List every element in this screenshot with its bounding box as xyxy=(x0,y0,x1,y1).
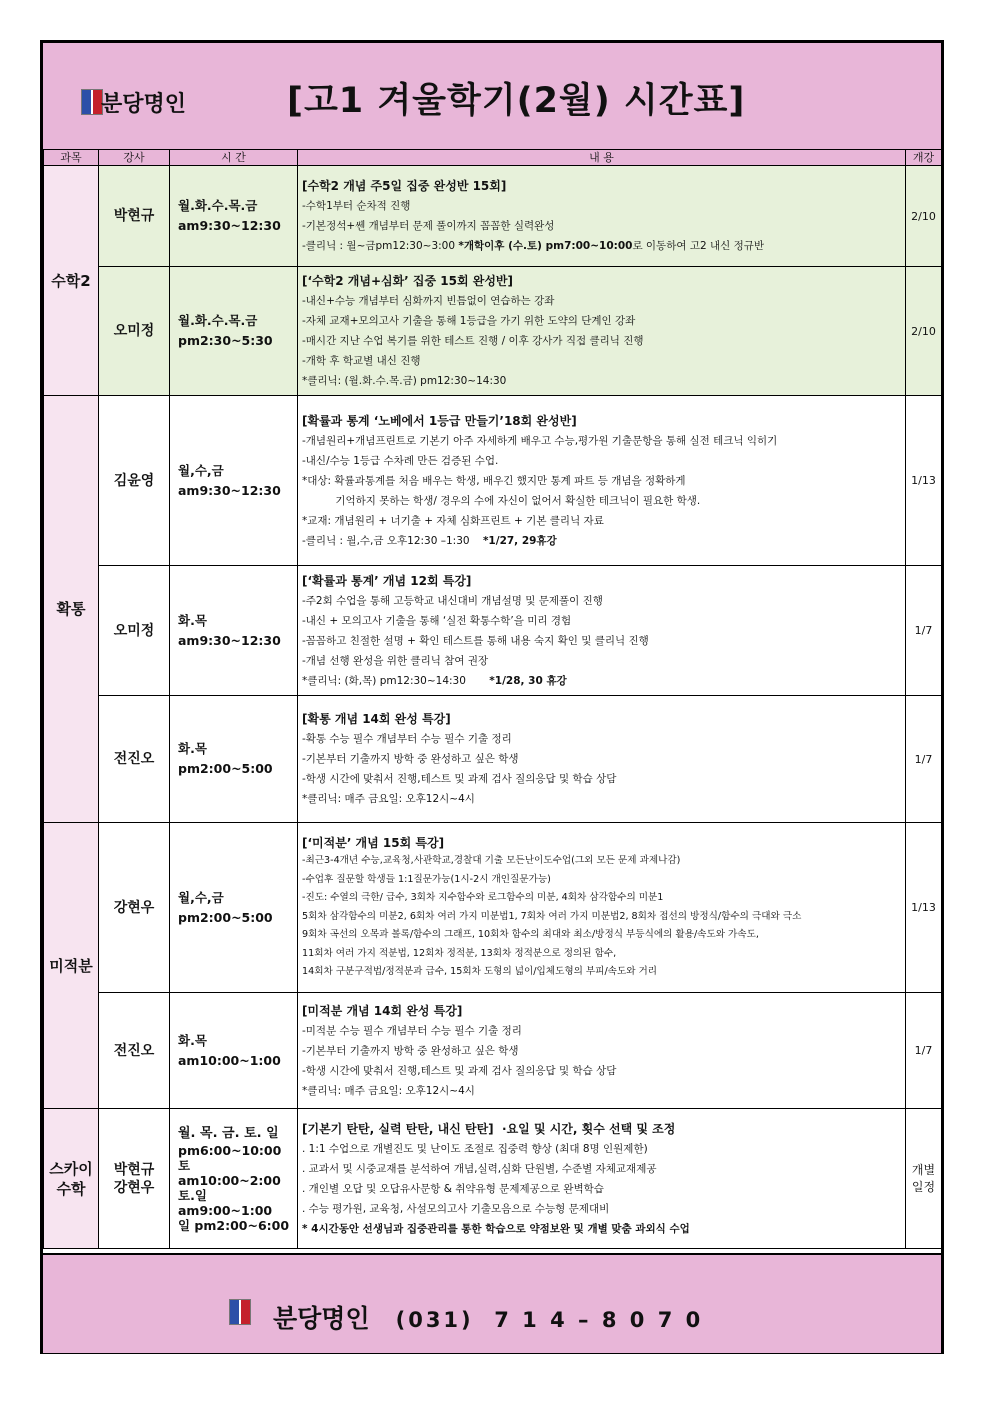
time-days: 월.화.수.목.금 xyxy=(178,313,258,328)
content-line: -기본정석+쎈 개념부터 문제 풀이까지 꼼꼼한 실력완성 xyxy=(302,220,555,232)
content-line: * 4시간동안 선생님과 집중관리를 통한 학습으로 약점보완 및 개별 맞춤 과외식 수업 xyxy=(302,1222,690,1235)
content-cell xyxy=(298,696,906,823)
time-hours: pm2:00~5:00 xyxy=(178,909,273,925)
table-row xyxy=(44,993,942,1109)
timetable-sheet xyxy=(40,40,944,1354)
teacher-cell: 전진오 xyxy=(99,993,170,1109)
header-subject: 과목 xyxy=(44,150,99,166)
content-line: -미적분 수능 필수 개념부터 수능 필수 기출 정리 xyxy=(302,1024,522,1037)
content-line xyxy=(302,671,901,691)
time-cell xyxy=(170,823,298,993)
course-title: [‘수학2 개념+심화’ 집중 15회 완성반] xyxy=(302,274,514,288)
sessions-cell: 1/13 xyxy=(906,823,942,993)
content-line: -수업후 질문할 학생들 1:1질문가능(1시-2시 개인질문가능) xyxy=(302,873,551,885)
content-line: -확통 수능 필수 개념부터 수능 필수 기출 정리 xyxy=(302,733,512,745)
course-title: [기본기 탄탄, 실력 탄탄, 내신 탄탄] ·요일 및 시간, 횟수 선택 및 조정 xyxy=(302,1121,676,1136)
table-row xyxy=(44,696,942,823)
time-days: 화.목 xyxy=(178,1032,207,1048)
course-title: [수학2 개념 주5일 집중 완성반 15회] xyxy=(302,179,507,193)
sessions-cell: 1/7 xyxy=(906,566,942,696)
header-teacher: 강사 xyxy=(99,150,170,166)
header-content: 내 용 xyxy=(298,150,906,166)
header-sessions: 개강 xyxy=(906,150,942,166)
footer-banner xyxy=(43,1253,941,1353)
content-line: . 개인별 오답 및 오답유사문항 & 취약유형 문제제공으로 완벽학습 xyxy=(302,1182,604,1195)
content-line: -주2회 수업을 통해 고등학교 내신대비 개념설명 및 문제풀이 진행 xyxy=(302,594,603,607)
content-line: -자체 교재+모의고사 기출을 통해 1등급을 가기 위한 도약의 단계인 강좌 xyxy=(302,315,636,327)
course-title: [확통 개념 14회 완성 특강] xyxy=(302,712,451,726)
time-cell xyxy=(170,396,298,566)
notice-text: *개학이후 (수.토) pm7:00~10:00 xyxy=(458,240,633,252)
notice-tail: 로 이동하여 고2 내신 정규반 xyxy=(632,240,765,252)
content-cell xyxy=(298,396,906,566)
time-hours: 일 pm2:00~6:00 xyxy=(178,1217,290,1233)
content-line: -수학1부터 순차적 진행 xyxy=(302,200,411,212)
time-hours: pm2:30~5:30 xyxy=(178,333,273,348)
sessions-cell: 1/7 xyxy=(906,993,942,1109)
time-hours: 토 am10:00~2:00 xyxy=(178,1157,281,1188)
table-row xyxy=(44,267,942,396)
header-time: 시 간 xyxy=(170,150,298,166)
clinic-text: -클리닉 : 월~금pm12:30~3:00 xyxy=(302,240,459,252)
time-hours: am9:30~12:30 xyxy=(178,218,281,233)
teacher-cell: 오미정 xyxy=(99,267,170,396)
footer-brand xyxy=(273,1299,703,1335)
content-line: -내신+수능 개념부터 심화까지 빈틈없이 연습하는 강좌 xyxy=(302,295,555,307)
content-line xyxy=(302,236,901,256)
time-days: 월,수,금 xyxy=(178,889,224,905)
content-line: . 교과서 및 시중교재를 분석하여 개념,실력,심화 단원별, 수준별 자체교재제공 xyxy=(302,1162,657,1175)
time-cell xyxy=(170,1109,298,1249)
time-days: 월. 목. 금. 토. 일 xyxy=(178,1125,279,1141)
time-hours: am9:30~12:30 xyxy=(178,482,281,498)
course-title: [‘확률과 통계’ 개념 12회 특강] xyxy=(302,573,472,588)
content-cell xyxy=(298,823,906,993)
content-cell xyxy=(298,267,906,396)
content-line: -학생 시간에 맞춰서 진행,테스트 및 과제 검사 질의응답 및 학습 상담 xyxy=(302,1064,617,1077)
course-title: [확률과 통계 ‘노베에서 1등급 만들기’18회 완성반] xyxy=(302,413,577,428)
content-line xyxy=(302,531,901,551)
subject-cell-sky: 스카이 수학 xyxy=(44,1109,99,1249)
course-title: [미적분 개념 14회 완성 특강] xyxy=(302,1003,463,1018)
content-line: -매시간 지난 수업 복기를 위한 테스트 진행 / 이후 강사가 직접 클리닉 진행 xyxy=(302,335,644,347)
table-row xyxy=(44,1109,942,1249)
sessions-cell: 개별 일정 xyxy=(906,1109,942,1249)
time-hours: am9:30~12:30 xyxy=(178,632,281,648)
content-cell xyxy=(298,993,906,1109)
time-hours: pm6:00~10:00 xyxy=(178,1142,282,1158)
content-line: -학생 시간에 맞춰서 진행,테스트 및 과제 검사 질의응답 및 학습 상담 xyxy=(302,773,617,785)
content-cell xyxy=(298,1109,906,1249)
time-cell xyxy=(170,566,298,696)
content-line: -개학 후 학교별 내신 진행 xyxy=(302,355,421,367)
content-line: *클리닉: 매주 금요일: 오후12시~4시 xyxy=(302,1084,475,1097)
table-row xyxy=(44,566,942,696)
content-line: -내신/수능 1등급 수차례 만든 검증된 수업. xyxy=(302,454,499,467)
content-line: 기억하지 못하는 학생/ 경우의 수에 자신이 없어서 확실한 테크닉이 필요한 학생. xyxy=(302,494,701,507)
academy-logo-icon xyxy=(81,89,103,115)
subject-cell-calculus: 미적분 xyxy=(44,823,99,1109)
notice-text: *1/27, 29휴강 xyxy=(482,534,557,547)
content-line: -기본부터 기출까지 방학 중 완성하고 싶은 학생 xyxy=(302,1044,519,1057)
subject-cell-math2: 수학2 xyxy=(44,166,99,396)
time-days: 월,수,금 xyxy=(178,462,224,478)
content-line: -내신 + 모의고사 기출을 통해 ‘실전 확통수학’을 미리 경험 xyxy=(302,614,572,627)
content-line: 11회차 여러 가지 적분법, 12회차 정적분, 13회차 정적분으로 정의된 함수, xyxy=(302,947,617,959)
content-line: *클리닉: 매주 금요일: 오후12시~4시 xyxy=(302,793,475,805)
table-row xyxy=(44,166,942,267)
time-cell xyxy=(170,993,298,1109)
content-line: . 1:1 수업으로 개별진도 및 난이도 조절로 집중력 향상 (최대 8명 인원제한) xyxy=(302,1142,648,1155)
content-line: -진도: 수열의 극한/ 급수, 3회차 지수함수와 로그함수의 미분, 4회차 삼각함수의 미분1 xyxy=(302,892,664,903)
content-line: -기본부터 기출까지 방학 중 완성하고 싶은 학생 xyxy=(302,753,519,765)
time-cell xyxy=(170,166,298,267)
notice-text: *1/28, 30 휴강 xyxy=(489,674,567,687)
content-line: 9회차 곡선의 오목과 볼록/함수의 그래프, 10회차 함수의 최대와 최소/방정식 부등식에의 활용/속도와 가속도, xyxy=(302,929,759,940)
clinic-text: -클리닉 : 월,수,금 오후12:30 –1:30 xyxy=(302,534,483,547)
teacher-cell: 박현규 xyxy=(99,166,170,267)
sessions-cell: 1/13 xyxy=(906,396,942,566)
content-cell xyxy=(298,566,906,696)
clinic-text: *클리닉: (화,목) pm12:30~14:30 xyxy=(302,674,490,687)
schedule-table xyxy=(43,149,942,1249)
content-line: *클리닉: (월.화.수.목.금) pm12:30~14:30 xyxy=(302,375,507,387)
content-cell xyxy=(298,166,906,267)
footer-brand-name: 분당명인 xyxy=(273,1304,370,1333)
content-line: -개념원리+개념프린트로 기본기 아주 자세하게 배우고 수능,평가원 기출문항을 통해 실전 테크닉 익히기 xyxy=(302,434,778,447)
header-banner xyxy=(43,43,941,152)
brand-name: 분당명인 xyxy=(101,92,187,117)
content-line: *교재: 개념원리 + 너기출 + 자체 심화프린트 + 기본 클리닉 자료 xyxy=(302,514,604,527)
time-hours: 토.일 am9:00~1:00 xyxy=(178,1187,273,1218)
content-line: . 수능 평가원, 교육청, 사설모의고사 기출모음으로 수능형 문제대비 xyxy=(302,1202,610,1215)
teacher-cell: 전진오 xyxy=(99,696,170,823)
sessions-cell: 2/10 xyxy=(906,166,942,267)
sessions-cell: 2/10 xyxy=(906,267,942,396)
academy-logo-icon xyxy=(229,1299,251,1325)
phone-number: (031) 7 1 4 – 8 0 7 0 xyxy=(395,1308,704,1332)
content-line: -개념 선행 완성을 위한 클리닉 참여 권장 xyxy=(302,654,489,667)
table-row xyxy=(44,823,942,993)
content-line: -최근3-4개년 수능,교육청,사관학교,경찰대 기출 모든난이도수업(그외 모든 문제 과제나감) xyxy=(302,855,681,866)
time-days: 화.목 xyxy=(178,741,207,756)
content-line: -꼼꼼하고 친절한 설명 + 확인 테스트를 통해 내용 숙지 확인 및 클리닉 진행 xyxy=(302,634,649,647)
teacher-cell: 강현우 xyxy=(99,823,170,993)
time-hours: pm2:00~5:00 xyxy=(178,761,273,776)
time-hours: am10:00~1:00 xyxy=(178,1052,281,1068)
page-title: [고1 겨울학기(2월) 시간표] xyxy=(287,81,746,121)
teacher-cell: 박현규 강현우 xyxy=(99,1109,170,1249)
table-header-row xyxy=(44,150,942,166)
subject-cell-probstat: 확통 xyxy=(44,396,99,823)
course-title: [‘미적분’ 개념 15회 특강] xyxy=(302,835,445,850)
time-cell xyxy=(170,696,298,823)
content-line: 5회차 삼각함수의 미분2, 6회차 여러 가지 미분법1, 7회차 여러 가지 미분법2, 8회차 접선의 방정식/함수의 극대와 극소 xyxy=(302,910,802,922)
time-cell xyxy=(170,267,298,396)
table-row xyxy=(44,396,942,566)
sessions-cell: 1/7 xyxy=(906,696,942,823)
teacher-cell: 오미정 xyxy=(99,566,170,696)
content-line: *대상: 확률과통계를 처음 배우는 학생, 배우긴 했지만 통계 파트 등 개념을 정확하게 xyxy=(302,474,686,487)
teacher-cell: 김윤영 xyxy=(99,396,170,566)
content-line: 14회차 구분구적법/정적분과 급수, 15회차 도형의 넓이/입체도형의 부피/속도와 거리 xyxy=(302,966,658,977)
time-days: 월.화.수.목.금 xyxy=(178,198,258,213)
time-days: 화.목 xyxy=(178,612,207,628)
